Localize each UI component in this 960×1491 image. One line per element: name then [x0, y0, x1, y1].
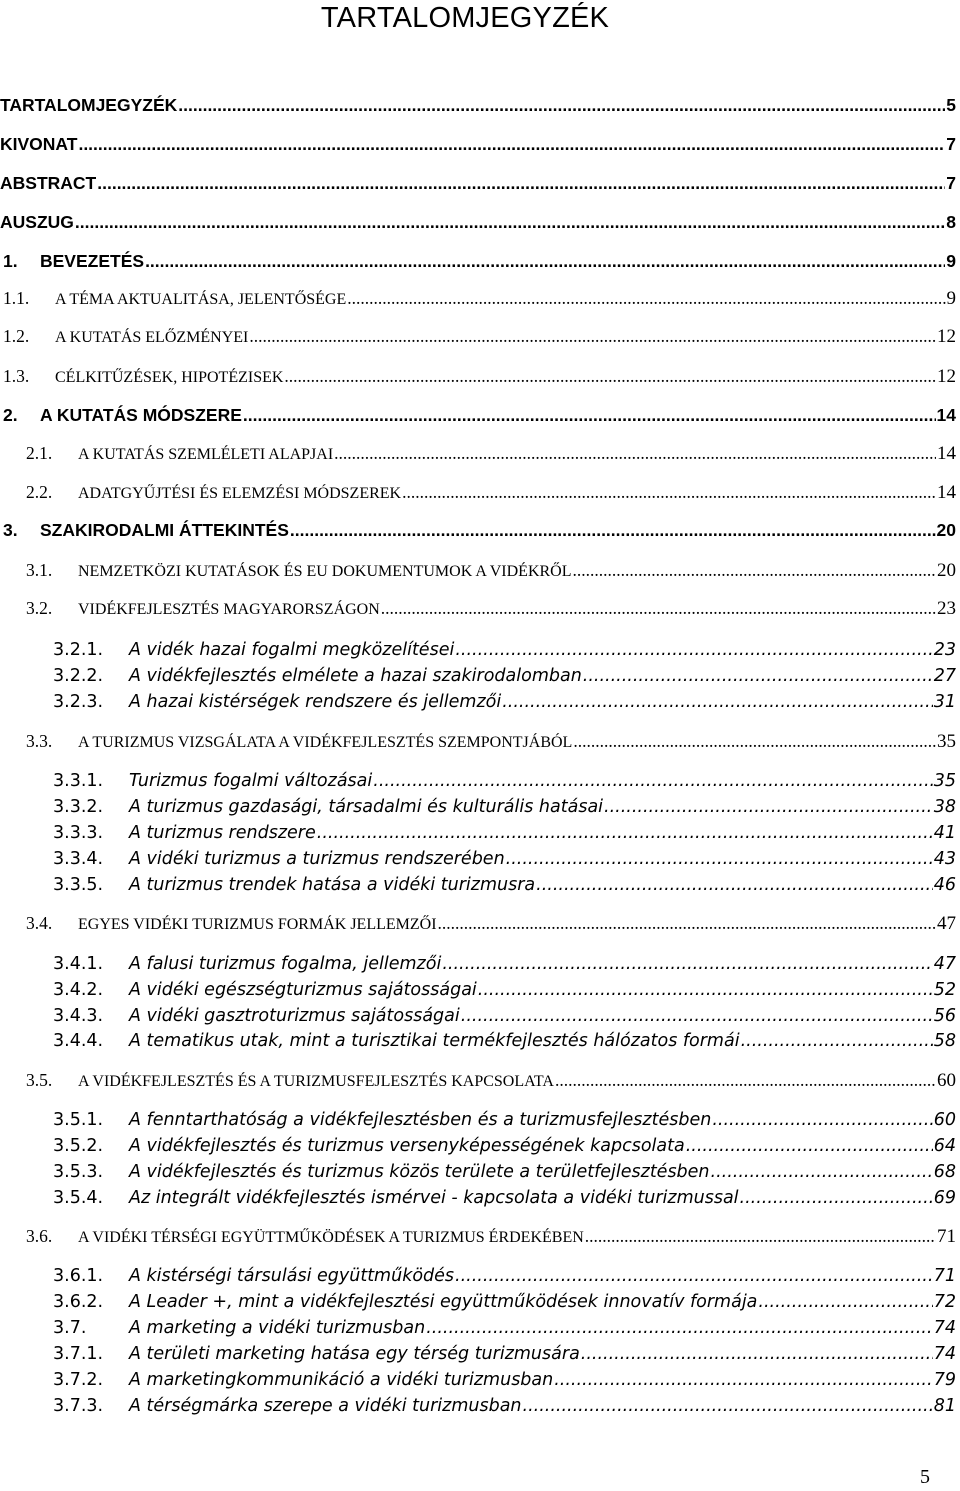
- toc-number: 3.3.5.: [53, 875, 104, 895]
- toc-title: A vidékfejlesztés elmélete a hazai szakirodalomban: [129, 666, 582, 686]
- toc-title: A KUTATÁS MÓDSZERE: [40, 405, 242, 425]
- dot-leader: [249, 326, 936, 347]
- toc-title: AUSZUG: [0, 212, 74, 232]
- toc-title: A vidék hazai fogalmi megközelítései: [129, 640, 455, 660]
- toc-entry[interactable]: [0, 443, 960, 467]
- toc-entry[interactable]: [0, 954, 960, 978]
- toc-page: 43: [933, 849, 956, 869]
- dot-leader: [97, 173, 945, 194]
- toc-page: 7: [946, 173, 956, 193]
- toc-entry[interactable]: [0, 1396, 960, 1420]
- toc-page: 68: [933, 1162, 956, 1182]
- toc-entry[interactable]: [0, 1006, 960, 1030]
- toc-number: 3.2.: [26, 598, 53, 618]
- toc-number: 3.5.: [26, 1070, 53, 1090]
- toc-entry[interactable]: [0, 731, 960, 755]
- toc-entry[interactable]: [0, 288, 960, 312]
- toc-title: A turizmus gazdasági, társadalmi és kulturális hatásai: [129, 797, 604, 817]
- dot-leader: [686, 1136, 933, 1156]
- toc-page: 72: [933, 1292, 956, 1312]
- toc-number: 3.3.: [26, 731, 53, 751]
- dot-leader: [442, 954, 932, 974]
- toc-entry[interactable]: [0, 95, 960, 119]
- toc-number: 3.7.1.: [53, 1344, 104, 1364]
- toc-page: 9: [946, 288, 956, 309]
- toc-entry[interactable]: [0, 1318, 960, 1342]
- dot-leader: [502, 692, 933, 712]
- toc-entry[interactable]: [0, 1136, 960, 1160]
- toc-page: 58: [933, 1031, 956, 1051]
- dot-leader: [581, 1344, 933, 1364]
- toc-page: 14: [936, 405, 956, 425]
- toc-page: 8: [946, 212, 956, 232]
- toc-page: 27: [933, 666, 956, 686]
- toc-page: 14: [937, 482, 956, 503]
- toc-page: 79: [933, 1370, 956, 1390]
- toc-title: A KUTATÁS ELŐZMÉNYEI: [55, 329, 249, 346]
- toc-number: 3.4.1.: [53, 954, 104, 974]
- toc-title: SZAKIRODALMI ÁTTEKINTÉS: [40, 520, 289, 540]
- toc-page: 31: [933, 692, 956, 712]
- toc-entry[interactable]: [0, 913, 960, 937]
- toc-title: A VIDÉKFEJLESZTÉS ÉS A TURIZMUSFEJLESZTÉS KAPCSOLATA: [78, 1073, 554, 1090]
- toc-page: 35: [933, 771, 956, 791]
- toc-number: 3.4.4.: [53, 1031, 104, 1051]
- toc-page: 46: [933, 875, 956, 895]
- toc-entry[interactable]: [0, 598, 960, 622]
- toc-entry[interactable]: [0, 823, 960, 847]
- toc-page: 60: [933, 1110, 956, 1130]
- dot-leader: [334, 443, 936, 464]
- toc-number: 3.3.3.: [53, 823, 104, 843]
- toc-number: 3.1.: [26, 560, 53, 580]
- toc-number: 1.3.: [3, 366, 30, 386]
- dot-leader: [712, 1110, 932, 1130]
- dot-leader: [573, 731, 936, 752]
- toc-title: KIVONAT: [0, 134, 78, 154]
- toc-entry[interactable]: [0, 1162, 960, 1186]
- toc-title: CÉLKITŰZÉSEK, HIPOTÉZISEK: [55, 369, 284, 386]
- dot-leader: [426, 1318, 933, 1338]
- toc-title: A vidéki egészségturizmus sajátosságai: [129, 980, 477, 1000]
- toc-entry[interactable]: [0, 875, 960, 899]
- toc-title: NEMZETKÖZI KUTATÁSOK ÉS EU DOKUMENTUMOK A VIDÉKRŐL: [78, 563, 572, 580]
- toc-number: 3.6.1.: [53, 1266, 104, 1286]
- toc-title: A fenntarthatóság a vidékfejlesztésben és a turizmusfejlesztésben: [129, 1110, 712, 1130]
- toc-entry[interactable]: [0, 692, 960, 716]
- toc-title: A vidéki gasztroturizmus sajátosságai: [129, 1006, 460, 1026]
- toc-title: Az integrált vidékfejlesztés ismérvei - kapcsolata a vidéki turizmussal: [129, 1188, 739, 1208]
- dot-leader: [740, 1188, 933, 1208]
- dot-leader: [145, 251, 945, 272]
- toc-page: 71: [937, 1226, 956, 1247]
- toc-number: 1.2.: [3, 326, 30, 346]
- toc-page: 5: [946, 95, 956, 115]
- toc-page: 23: [937, 598, 956, 619]
- toc-number: 3.3.2.: [53, 797, 104, 817]
- toc-entry[interactable]: [0, 797, 960, 821]
- toc-title: A kistérségi társulási együttműködés: [129, 1266, 455, 1286]
- dot-leader: [455, 640, 932, 660]
- toc-number: 3.5.3.: [53, 1162, 104, 1182]
- toc-title: A vidéki turizmus a turizmus rendszerében: [129, 849, 505, 869]
- dot-leader: [284, 366, 936, 387]
- toc-page: 38: [933, 797, 956, 817]
- toc-number: 3.4.2.: [53, 980, 104, 1000]
- toc-entry[interactable]: [0, 560, 960, 584]
- toc-page: 23: [933, 640, 956, 660]
- toc-title: A vidékfejlesztés és turizmus versenyképességének kapcsolata: [129, 1136, 685, 1156]
- toc-number: 2.: [3, 405, 18, 425]
- toc-entry[interactable]: [0, 134, 960, 158]
- toc-page: 71: [933, 1266, 956, 1286]
- toc-entry[interactable]: [0, 173, 960, 197]
- toc-page: 12: [937, 366, 956, 387]
- toc-number: 3.3.4.: [53, 849, 104, 869]
- toc-entry[interactable]: [0, 1188, 960, 1212]
- toc-page: 12: [937, 326, 956, 347]
- toc-page: 69: [933, 1188, 956, 1208]
- toc-entry[interactable]: [0, 1110, 960, 1134]
- toc-title: ABSTRACT: [0, 173, 97, 193]
- toc-title: A turizmus trendek hatása a vidéki turizmusra: [129, 875, 536, 895]
- toc-number: 3.4.: [26, 913, 53, 933]
- toc-number: 2.1.: [26, 443, 53, 463]
- toc-title: BEVEZETÉS: [40, 251, 145, 271]
- dot-leader: [604, 797, 933, 817]
- toc-number: 3.2.3.: [53, 692, 104, 712]
- dot-leader: [555, 1070, 936, 1091]
- toc-number: 2.2.: [26, 482, 53, 502]
- toc-title: A hazai kistérségek rendszere és jellemzői: [129, 692, 502, 712]
- toc-title: EGYES VIDÉKI TURIZMUS FORMÁK JELLEMZŐI: [78, 916, 437, 933]
- toc-title: A falusi turizmus fogalma, jellemzői: [129, 954, 442, 974]
- dot-leader: [741, 1031, 933, 1051]
- toc-number: 3.5.4.: [53, 1188, 104, 1208]
- toc-entry[interactable]: [0, 849, 960, 873]
- toc-number: 3.5.1.: [53, 1110, 104, 1130]
- toc-number: 3.6.: [26, 1226, 53, 1246]
- toc-title: A marketingkommunikáció a vidéki turizmusban: [129, 1370, 554, 1390]
- dot-leader: [75, 212, 945, 233]
- toc-title: A marketing a vidéki turizmusban: [129, 1318, 426, 1338]
- toc-number: 1.: [3, 251, 18, 271]
- toc-entry[interactable]: [0, 366, 960, 390]
- toc-entry[interactable]: [0, 326, 960, 350]
- toc-page: 74: [933, 1318, 956, 1338]
- dot-leader: [402, 482, 936, 503]
- toc-entry[interactable]: [0, 251, 960, 275]
- toc-entry[interactable]: [0, 482, 960, 506]
- toc-number: 3.: [3, 520, 18, 540]
- toc-page: 35: [937, 731, 956, 752]
- dot-leader: [554, 1370, 932, 1390]
- dot-leader: [178, 95, 945, 116]
- dot-leader: [317, 823, 933, 843]
- dot-leader: [536, 875, 933, 895]
- toc-entry[interactable]: [0, 640, 960, 664]
- toc-title: A TÉMA AKTUALITÁSA, JELENTŐSÉGE: [55, 291, 347, 308]
- dot-leader: [438, 913, 936, 934]
- toc-entry[interactable]: [0, 1226, 960, 1250]
- toc-entry[interactable]: [0, 405, 960, 429]
- toc-page: 20: [936, 520, 956, 540]
- toc-number: 3.6.2.: [53, 1292, 104, 1312]
- dot-leader: [573, 560, 936, 581]
- toc-number: 3.2.1.: [53, 640, 104, 660]
- dot-leader: [711, 1162, 933, 1182]
- toc-number: 3.5.2.: [53, 1136, 104, 1156]
- toc-title: A tematikus utak, mint a turisztikai termékfejlesztés hálózatos formái: [129, 1031, 740, 1051]
- toc-page: 41: [933, 823, 956, 843]
- toc-number: 1.1.: [3, 288, 30, 308]
- toc-number: 3.7.: [53, 1318, 87, 1338]
- toc-entry[interactable]: [0, 1070, 960, 1094]
- toc-title: Turizmus fogalmi változásai: [129, 771, 373, 791]
- toc-entry[interactable]: [0, 520, 960, 544]
- toc-page: 64: [933, 1136, 956, 1156]
- page-title: TARTALOMJEGYZÉK: [320, 2, 610, 34]
- dot-leader: [290, 520, 936, 541]
- dot-leader: [585, 1226, 936, 1247]
- toc-title: VIDÉKFEJLESZTÉS MAGYARORSZÁGON: [78, 601, 380, 618]
- toc-number: 3.7.2.: [53, 1370, 104, 1390]
- toc-page: 56: [933, 1006, 956, 1026]
- toc-page: 81: [933, 1396, 956, 1416]
- toc-title: A Leader +, mint a vidékfejlesztési együttműködések innovatív formája: [129, 1292, 758, 1312]
- toc-page: 74: [933, 1344, 956, 1364]
- dot-leader: [373, 771, 932, 791]
- toc-title: A VIDÉKI TÉRSÉGI EGYÜTTMŰKÖDÉSEK A TURIZMUS ÉRDEKÉBEN: [78, 1229, 584, 1246]
- toc-title: A KUTATÁS SZEMLÉLETI ALAPJAI: [78, 446, 334, 463]
- toc-number: 3.2.2.: [53, 666, 104, 686]
- toc-page: 52: [933, 980, 956, 1000]
- toc-entry[interactable]: [0, 771, 960, 795]
- dot-leader: [78, 134, 945, 155]
- toc-title: A térségmárka szerepe a vidéki turizmusban: [129, 1396, 522, 1416]
- dot-leader: [461, 1006, 933, 1026]
- toc-number: 3.4.3.: [53, 1006, 104, 1026]
- toc-entry[interactable]: [0, 980, 960, 1004]
- dot-leader: [523, 1396, 933, 1416]
- dot-leader: [455, 1266, 933, 1286]
- toc-title: ADATGYŰJTÉSI ÉS ELEMZÉSI MÓDSZEREK: [78, 485, 402, 502]
- toc-entry[interactable]: [0, 212, 960, 236]
- toc-page: 7: [946, 134, 956, 154]
- toc-number: 3.3.1.: [53, 771, 104, 791]
- toc-entry[interactable]: [0, 1031, 960, 1055]
- toc-title: A TURIZMUS VIZSGÁLATA A VIDÉKFEJLESZTÉS SZEMPONTJÁBÓL: [78, 734, 573, 751]
- dot-leader: [478, 980, 933, 1000]
- toc-entry[interactable]: [0, 1370, 960, 1394]
- toc-entry[interactable]: [0, 1292, 960, 1316]
- toc-number: 3.7.3.: [53, 1396, 104, 1416]
- dot-leader: [506, 849, 933, 869]
- toc-entry[interactable]: [0, 1344, 960, 1368]
- toc-page: 9: [946, 251, 956, 271]
- toc-title: A vidékfejlesztés és turizmus közös területe a területfejlesztésben: [129, 1162, 710, 1182]
- toc-entry[interactable]: [0, 666, 960, 690]
- toc-title: A turizmus rendszere: [129, 823, 316, 843]
- toc-title: TARTALOMJEGYZÉK: [0, 95, 178, 115]
- toc-page: 20: [937, 560, 956, 581]
- toc-title: A területi marketing hatása egy térség turizmusára: [129, 1344, 580, 1364]
- dot-leader: [243, 405, 936, 426]
- toc-entry[interactable]: [0, 1266, 960, 1290]
- dot-leader: [583, 666, 933, 686]
- dot-leader: [758, 1292, 932, 1312]
- toc-page: 60: [937, 1070, 956, 1091]
- dot-leader: [347, 288, 945, 309]
- dot-leader: [381, 598, 936, 619]
- toc-page: 14: [937, 443, 956, 464]
- toc-page: 47: [933, 954, 956, 974]
- toc-page: 47: [937, 913, 956, 934]
- page-number: 5: [920, 1466, 930, 1488]
